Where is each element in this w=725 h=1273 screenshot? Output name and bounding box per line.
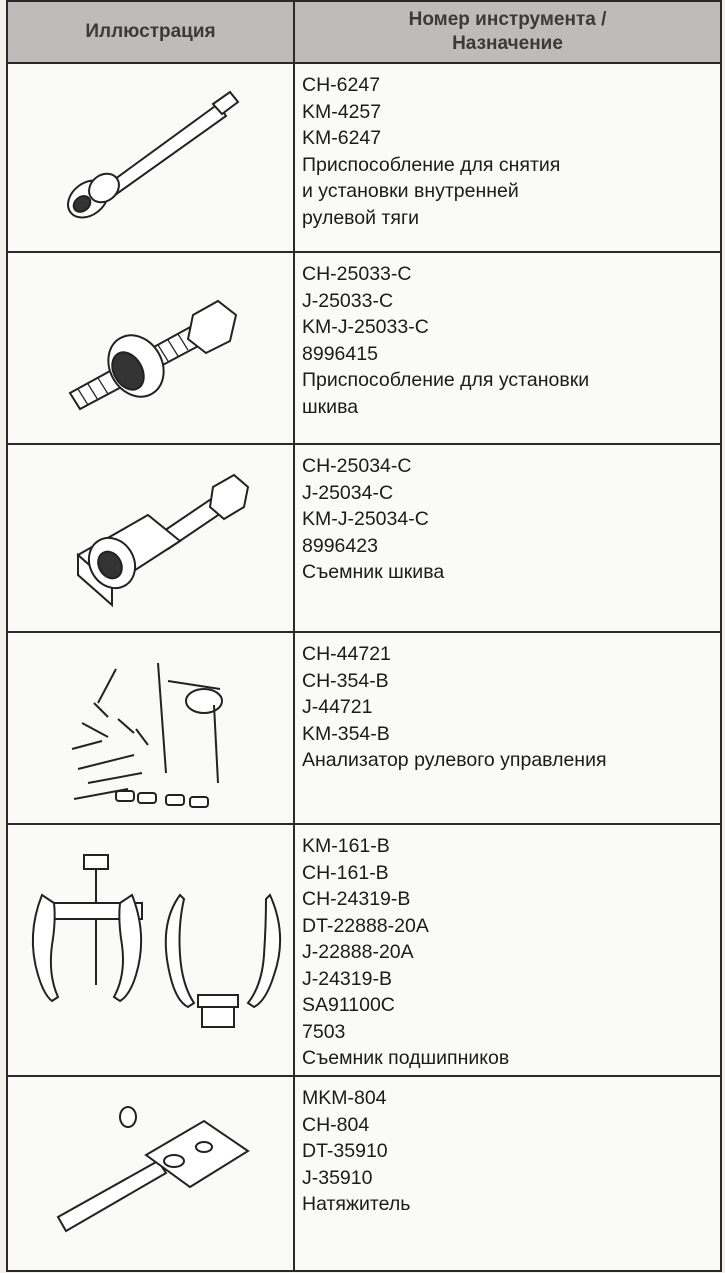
table-row <box>7 1076 721 1271</box>
tool-line: DT-22888-20A <box>302 914 429 937</box>
tool-info-cell <box>294 63 721 252</box>
table-row <box>7 63 721 252</box>
illustration-cell <box>7 252 294 444</box>
illustration-cell <box>7 632 294 824</box>
tool-info-cell <box>294 252 721 444</box>
header-tool-line1: Номер инструмента / <box>408 9 607 30</box>
tool-line: Анализатор рулевого управления <box>302 749 607 771</box>
table-row <box>7 632 721 824</box>
pulley-remover-illustration <box>8 445 295 631</box>
tensioner-tool-illustration <box>8 1077 295 1270</box>
tool-line: KM-J-25034-C <box>302 508 429 530</box>
tool-info-cell <box>294 1076 721 1271</box>
tool-line: Съемник подшипников <box>302 1047 510 1069</box>
tool-line: J-22888-20A <box>302 941 414 963</box>
tool-line: KM-354-B <box>302 722 390 745</box>
tool-info-cell <box>294 824 721 1076</box>
tool-line: J-25033-C <box>302 289 394 312</box>
tool-line: J-24319-B <box>302 967 392 990</box>
tool-line: J-44721 <box>302 696 373 718</box>
pulley-installer-illustration <box>8 253 295 443</box>
header-tool-number <box>294 1 721 63</box>
tool-line: KM-J-25033-C <box>302 316 429 338</box>
illustration-cell <box>7 1076 294 1271</box>
table-row <box>7 252 721 444</box>
steering-analyzer-kit-illustration <box>8 633 295 823</box>
tool-line: CH-44721 <box>302 643 391 665</box>
tool-line: J-25034-C <box>302 481 394 504</box>
header-tool-line2: Назначение <box>452 33 563 54</box>
tool-line: CH-354-B <box>302 669 389 692</box>
tool-line: шкива <box>302 395 359 418</box>
illustration-cell <box>7 824 294 1076</box>
inner-tie-rod-tool-illustration <box>8 64 295 251</box>
header-illustration: Иллюстрация <box>7 1 294 63</box>
tool-line: рулевой тяги <box>302 206 419 229</box>
tool-line: 8996423 <box>302 534 378 557</box>
tool-line: и установки внутренней <box>302 180 519 202</box>
tool-line: KM-161-B <box>302 835 390 857</box>
tool-line: CH-161-B <box>302 861 389 884</box>
tool-info-cell <box>294 444 721 632</box>
table-row <box>7 444 721 632</box>
tool-line: 7503 <box>302 1020 346 1043</box>
tool-line: CH-804 <box>302 1113 370 1136</box>
tool-line: Съемник шкива <box>302 561 445 583</box>
bearing-puller-illustration <box>8 825 295 1075</box>
tool-line: CH-24319-B <box>302 888 411 910</box>
illustration-cell <box>7 444 294 632</box>
tool-line: MKM-804 <box>302 1087 387 1109</box>
tool-line: CH-6247 <box>302 74 381 96</box>
tool-line: SA91100C <box>302 994 395 1016</box>
tool-line: CH-25033-C <box>302 263 412 285</box>
tool-info-cell <box>294 632 721 824</box>
tool-line: Приспособление для установки <box>302 369 590 391</box>
tool-line: Приспособление для снятия <box>302 153 561 176</box>
tool-line: DT-35910 <box>302 1140 388 1162</box>
tool-line: KM-6247 <box>302 127 382 149</box>
table-row <box>7 824 721 1076</box>
tool-line: CH-25034-C <box>302 455 412 477</box>
tool-line: KM-4257 <box>302 100 382 123</box>
table-header-row <box>7 1 721 63</box>
tool-line: J-35910 <box>302 1166 373 1189</box>
illustration-cell <box>7 63 294 252</box>
tools-table <box>6 0 722 1272</box>
tool-line: Натяжитель <box>302 1193 411 1215</box>
tool-line: 8996415 <box>302 342 378 365</box>
